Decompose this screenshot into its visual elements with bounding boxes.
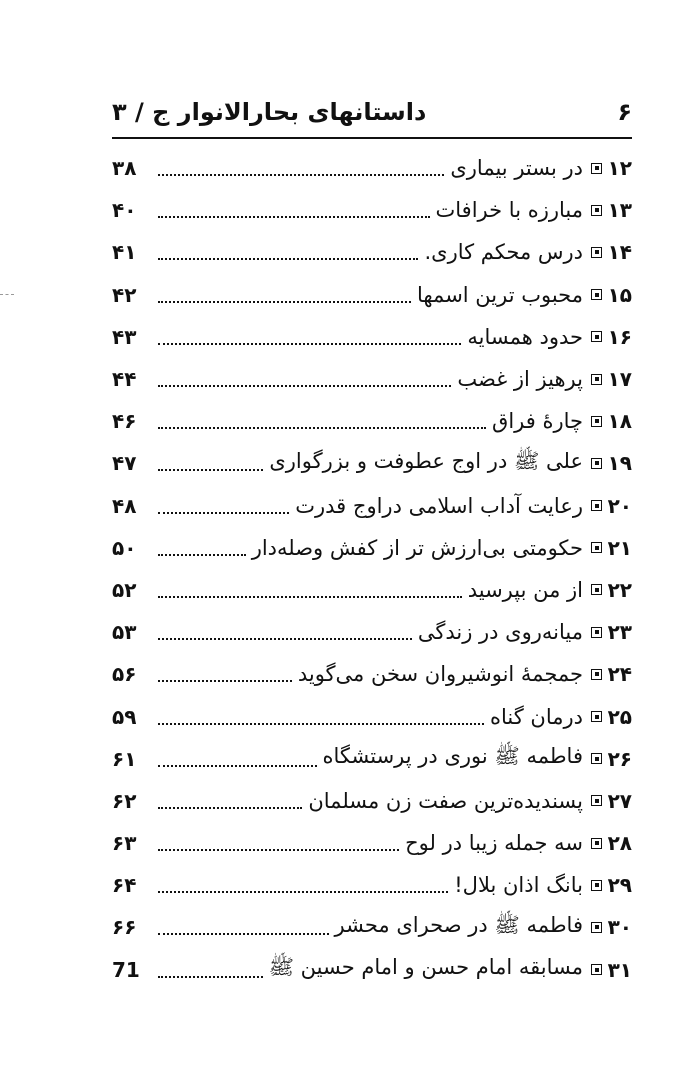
toc-entry bbox=[112, 822, 632, 864]
table-of-contents bbox=[112, 147, 632, 991]
entry-page: ۶۳ bbox=[112, 831, 137, 856]
entry-number: ۲۶ bbox=[607, 746, 632, 771]
entry-page: ۴۰ bbox=[112, 198, 137, 223]
entry-number: ۱۶ bbox=[607, 324, 632, 349]
entry-page: ۵۶ bbox=[112, 662, 137, 687]
entry-page: ۶۴ bbox=[112, 873, 137, 898]
entry-page: ۴۶ bbox=[112, 409, 137, 434]
entry-title: فاطمه ﷺ نوری در پرستشگاه bbox=[322, 744, 583, 769]
entry-number: ۲۰ bbox=[607, 493, 632, 518]
toc-entry bbox=[112, 400, 632, 442]
entry-title: در بستر بیماری bbox=[450, 156, 583, 181]
entry-title: فاطمه ﷺ در صحرای محشر bbox=[334, 912, 583, 937]
entry-page: ۴۳ bbox=[112, 324, 137, 349]
square-bullet-icon bbox=[591, 669, 602, 680]
dot-leader bbox=[158, 933, 329, 935]
dot-leader bbox=[158, 469, 263, 471]
entry-number: ۲۹ bbox=[607, 873, 632, 898]
square-bullet-icon bbox=[591, 542, 602, 553]
square-bullet-icon bbox=[591, 416, 602, 427]
dot-leader bbox=[158, 343, 461, 345]
entry-title: از من بپرسید bbox=[467, 577, 583, 602]
toc-entry bbox=[112, 949, 632, 991]
entry-number: ۱۲ bbox=[607, 156, 632, 181]
entry-number: ۲۳ bbox=[607, 620, 632, 645]
entry-page: ۵۳ bbox=[112, 620, 137, 645]
entry-page: ۶۱ bbox=[112, 746, 137, 771]
entry-title: مبارزه با خرافات bbox=[435, 198, 583, 223]
entry-number: ۱۹ bbox=[607, 451, 632, 476]
entry-page: ۴۷ bbox=[112, 451, 137, 476]
entry-title: علی ﷺ در اوج عطوفت و بزرگواری bbox=[269, 448, 583, 473]
entry-number: ۲۸ bbox=[607, 831, 632, 856]
entry-page: ۳۸ bbox=[112, 156, 137, 181]
entry-title: چارۀ فراق bbox=[492, 409, 583, 434]
dot-leader bbox=[158, 596, 462, 598]
dot-leader bbox=[158, 849, 399, 851]
toc-entry bbox=[112, 695, 632, 737]
dot-leader bbox=[158, 427, 486, 429]
dot-leader bbox=[158, 512, 289, 514]
entry-title: جمجمۀ انوشیروان سخن می‌گوید bbox=[297, 662, 583, 687]
square-bullet-icon bbox=[591, 289, 602, 300]
toc-entry bbox=[112, 906, 632, 948]
entry-page: ۴۱ bbox=[112, 240, 137, 265]
square-bullet-icon bbox=[591, 880, 602, 891]
toc-entry bbox=[112, 527, 632, 569]
square-bullet-icon bbox=[591, 922, 602, 933]
dot-leader bbox=[158, 680, 292, 682]
entry-number: ۲۲ bbox=[607, 577, 632, 602]
book-title: داستانهای بحارالانوار ج / ۳ bbox=[112, 98, 427, 126]
square-bullet-icon bbox=[591, 584, 602, 595]
square-bullet-icon bbox=[591, 795, 602, 806]
dot-leader bbox=[158, 638, 412, 640]
dot-leader bbox=[158, 891, 448, 893]
entry-title: درمان گناه bbox=[490, 704, 583, 729]
entry-title: محبوب ترین اسمها bbox=[416, 282, 583, 307]
entry-number: ۲۷ bbox=[607, 788, 632, 813]
entry-title: پسندیده‌ترین صفت زن مسلمان bbox=[308, 788, 583, 813]
toc-entry bbox=[112, 231, 632, 273]
dot-leader bbox=[158, 976, 263, 978]
toc-entry bbox=[112, 569, 632, 611]
entry-title: بانگ اذان بلال! bbox=[454, 873, 583, 898]
entry-page: ۶۶ bbox=[112, 915, 137, 940]
toc-entry bbox=[112, 611, 632, 653]
entry-title: میانه‌روی در زندگی bbox=[417, 620, 583, 645]
toc-entry bbox=[112, 738, 632, 780]
entry-title: پرهیز از غضب bbox=[457, 367, 583, 392]
entry-number: ۱۵ bbox=[607, 282, 632, 307]
square-bullet-icon bbox=[591, 711, 602, 722]
entry-number: ۳۱ bbox=[607, 957, 632, 982]
dot-leader bbox=[158, 301, 411, 303]
scan-edge-mark bbox=[0, 294, 14, 295]
entry-page: ۴۲ bbox=[112, 282, 137, 307]
dot-leader bbox=[158, 765, 317, 767]
square-bullet-icon bbox=[591, 458, 602, 469]
entry-number: ۲۱ bbox=[607, 535, 632, 560]
square-bullet-icon bbox=[591, 500, 602, 511]
entry-title: درس محکم کاری. bbox=[424, 240, 583, 265]
entry-number: ۳۰ bbox=[607, 915, 632, 940]
square-bullet-icon bbox=[591, 374, 602, 385]
dot-leader bbox=[158, 554, 246, 556]
entry-title: مسابقه امام حسن و امام حسین ﷺ bbox=[268, 955, 583, 980]
toc-entry bbox=[112, 442, 632, 484]
toc-entry bbox=[112, 316, 632, 358]
page-header bbox=[112, 92, 632, 132]
entry-page: ۴۸ bbox=[112, 493, 137, 518]
square-bullet-icon bbox=[591, 247, 602, 258]
entry-page: ۵۹ bbox=[112, 704, 137, 729]
square-bullet-icon bbox=[591, 964, 602, 975]
dot-leader bbox=[158, 258, 418, 260]
toc-entry bbox=[112, 864, 632, 906]
toc-entry bbox=[112, 147, 632, 189]
square-bullet-icon bbox=[591, 753, 602, 764]
entry-number: ۱۳ bbox=[607, 198, 632, 223]
entry-page: ۵۲ bbox=[112, 577, 137, 602]
entry-page: ۵۰ bbox=[112, 535, 137, 560]
toc-entry bbox=[112, 274, 632, 316]
entry-page: 71 bbox=[112, 957, 140, 982]
square-bullet-icon bbox=[591, 331, 602, 342]
entry-number: ۲۵ bbox=[607, 704, 632, 729]
page-number: ۶ bbox=[617, 98, 632, 126]
toc-entry bbox=[112, 358, 632, 400]
toc-entry bbox=[112, 485, 632, 527]
toc-entry bbox=[112, 189, 632, 231]
square-bullet-icon bbox=[591, 163, 602, 174]
square-bullet-icon bbox=[591, 627, 602, 638]
toc-entry bbox=[112, 653, 632, 695]
entry-number: ۱۷ bbox=[607, 367, 632, 392]
square-bullet-icon bbox=[591, 205, 602, 216]
dot-leader bbox=[158, 385, 451, 387]
square-bullet-icon bbox=[591, 838, 602, 849]
dot-leader bbox=[158, 723, 484, 725]
entry-number: ۲۴ bbox=[607, 662, 632, 687]
header-rule bbox=[112, 137, 632, 139]
dot-leader bbox=[158, 216, 430, 218]
entry-number: ۱۴ bbox=[607, 240, 632, 265]
dot-leader bbox=[158, 174, 444, 176]
entry-number: ۱۸ bbox=[607, 409, 632, 434]
toc-entry bbox=[112, 780, 632, 822]
entry-title: حکومتی بی‌ارزش تر از کفش وصله‌دار bbox=[251, 535, 583, 560]
entry-title: حدود همسایه bbox=[467, 324, 583, 349]
entry-page: ۶۲ bbox=[112, 788, 137, 813]
entry-page: ۴۴ bbox=[112, 367, 137, 392]
entry-title: سه جمله زیبا در لوح bbox=[405, 831, 583, 856]
dot-leader bbox=[158, 807, 302, 809]
entry-title: رعایت آداب اسلامی دراوج قدرت bbox=[295, 493, 583, 518]
